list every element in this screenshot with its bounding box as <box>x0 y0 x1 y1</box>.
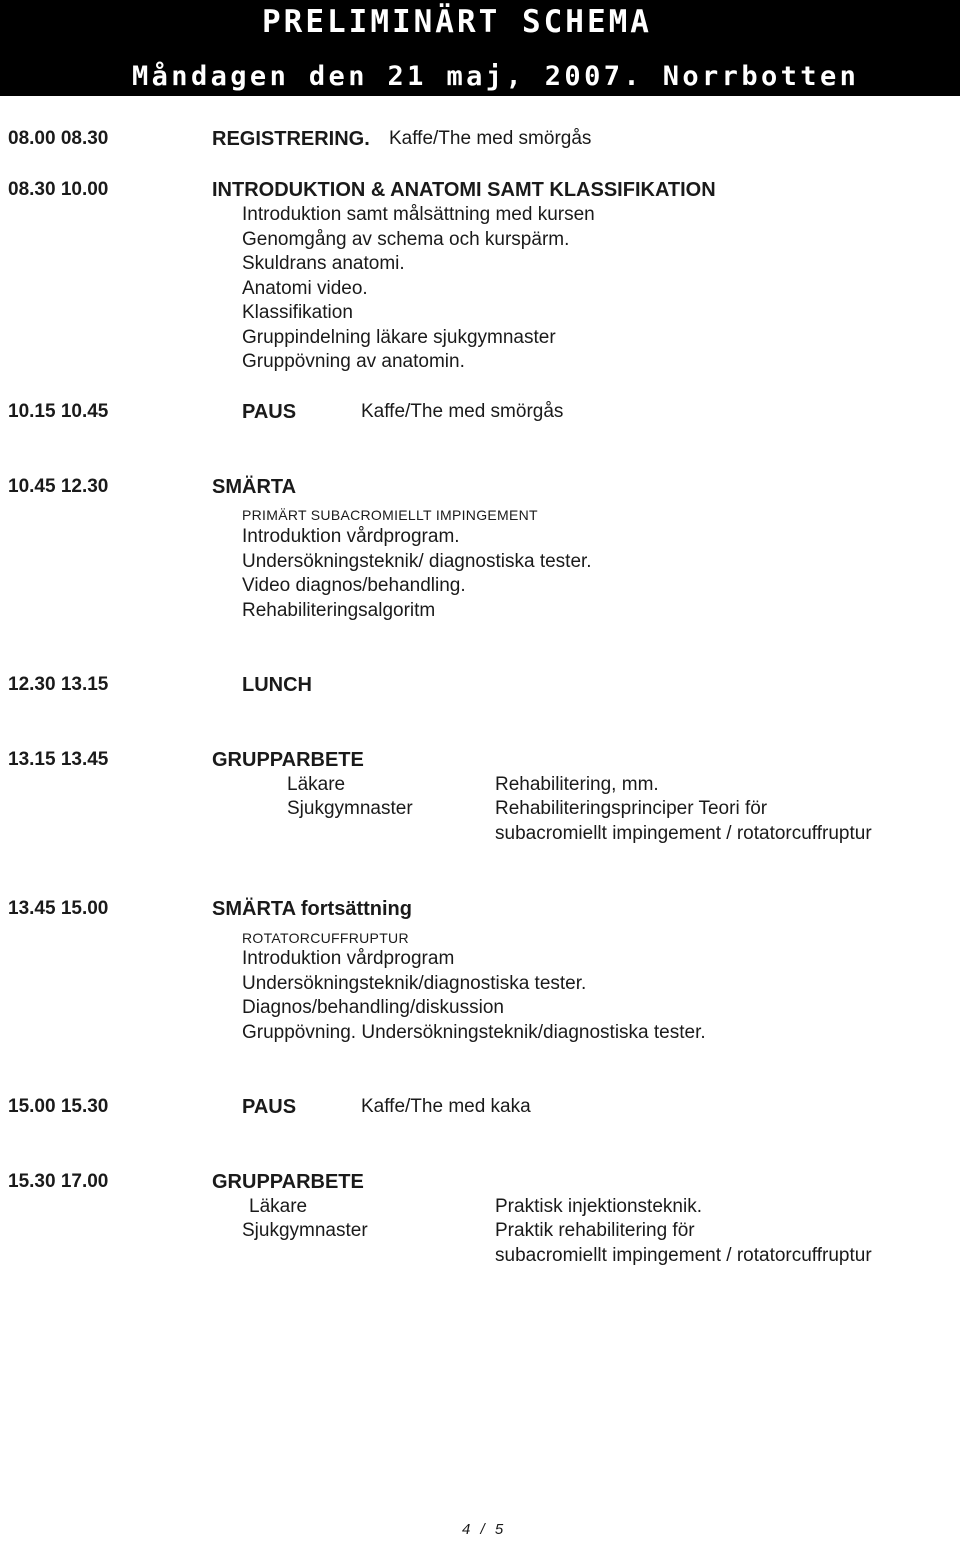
group-role: Läkare <box>287 774 346 795</box>
time-slot: 15.00 15.30 <box>8 1096 109 1117</box>
list-item: Undersökningsteknik/ diagnostiska tester. <box>242 551 592 572</box>
session-title: SMÄRTA <box>212 476 297 498</box>
list-item: Introduktion vårdprogram. <box>242 526 460 547</box>
group-description: Rehabilitering, mm. <box>495 774 659 795</box>
list-item: Klassifikation <box>242 302 353 323</box>
list-item: Introduktion samt målsättning med kursen <box>242 204 595 225</box>
group-role: Sjukgymnaster <box>242 1220 368 1241</box>
group-role: Sjukgymnaster <box>287 798 413 819</box>
session-title: REGISTRERING. <box>212 128 370 150</box>
time-slot: 08.00 08.30 <box>8 128 109 149</box>
session-note: Kaffe/The med smörgås <box>361 401 564 422</box>
list-item: Undersökningsteknik/diagnostiska tester. <box>242 973 587 994</box>
page-number: 4 / 5 <box>462 1521 507 1538</box>
time-slot: 13.15 13.45 <box>8 749 109 770</box>
session-title: PAUS <box>242 401 297 423</box>
list-item: Video diagnos/behandling. <box>242 575 466 596</box>
list-item: Gruppindelning läkare sjukgymnaster <box>242 327 556 348</box>
session-subheading: PRIMÄRT SUBACROMIELLT IMPINGEMENT <box>242 507 538 523</box>
time-slot: 08.30 10.00 <box>8 179 109 200</box>
page-header <box>0 0 960 96</box>
list-item: Gruppövning av anatomin. <box>242 351 465 372</box>
session-note: Kaffe/The med kaka <box>361 1096 531 1117</box>
session-note: Kaffe/The med smörgås <box>389 128 592 149</box>
session-title: GRUPPARBETE <box>212 749 364 771</box>
session-title: PAUS <box>242 1096 297 1118</box>
group-role: Läkare <box>249 1196 308 1217</box>
session-title: LUNCH <box>242 674 312 696</box>
list-item: Introduktion vårdprogram <box>242 948 455 969</box>
group-description: Rehabiliteringsprinciper Teori för <box>495 798 768 819</box>
list-item: Diagnos/behandling/diskussion <box>242 997 504 1018</box>
session-title: GRUPPARBETE <box>212 1171 364 1193</box>
time-slot: 13.45 15.00 <box>8 898 109 919</box>
page-title: PRELIMINÄRT SCHEMA <box>262 4 652 40</box>
group-description: Praktisk injektionsteknik. <box>495 1196 702 1217</box>
group-description: Praktik rehabilitering för <box>495 1220 695 1241</box>
session-title: INTRODUKTION & ANATOMI SAMT KLASSIFIKATION <box>212 179 716 201</box>
page-subtitle: Måndagen den 21 maj, 2007. Norrbotten <box>132 61 860 92</box>
list-item: Genomgång av schema och kurspärm. <box>242 229 570 250</box>
list-item: Gruppövning. Undersökningsteknik/diagnostiska tester. <box>242 1022 706 1043</box>
group-description: subacromiellt impingement / rotatorcuffruptur <box>495 823 872 844</box>
time-slot: 15.30 17.00 <box>8 1171 109 1192</box>
list-item: Rehabiliteringsalgoritm <box>242 600 436 621</box>
time-slot: 10.45 12.30 <box>8 476 109 497</box>
group-description: subacromiellt impingement / rotatorcuffruptur <box>495 1245 872 1266</box>
session-title: SMÄRTA fortsättning <box>212 898 412 920</box>
list-item: Skuldrans anatomi. <box>242 253 405 274</box>
session-subheading: ROTATORCUFFRUPTUR <box>242 930 409 946</box>
time-slot: 12.30 13.15 <box>8 674 109 695</box>
time-slot: 10.15 10.45 <box>8 401 109 422</box>
list-item: Anatomi video. <box>242 278 368 299</box>
